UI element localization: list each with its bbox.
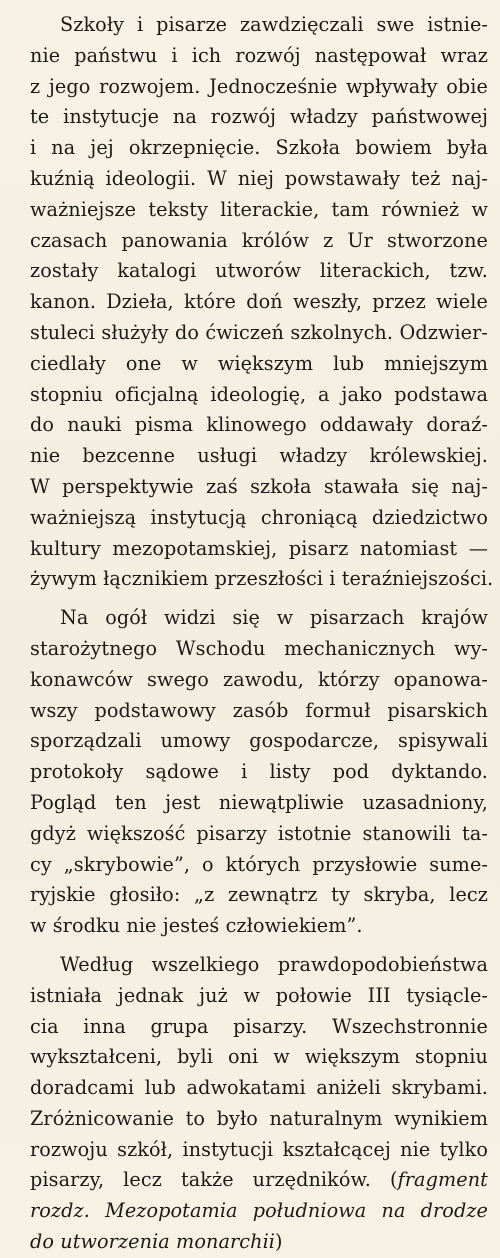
text-line: ważniejsze teksty literackie, tam również w <box>30 197 488 221</box>
text-line: z jego rozwojem. Jednocześnie wpływały obie <box>30 74 488 98</box>
text-line <box>30 1196 488 1227</box>
text-line: kultury mezopotamskiej, pisarz natomiast — <box>30 536 488 560</box>
text-line: nie bezcenne usługi władzy królewskiej. <box>30 444 488 468</box>
text-line <box>30 1165 488 1196</box>
text-line: doradcami lub adwokatami aniżeli skrybami. <box>30 1076 488 1100</box>
paragraph-3 <box>30 950 488 1258</box>
text-line: Zróżnicowanie to było naturalnym wynikiem <box>30 1106 488 1130</box>
text-line: konawców swego zawodu, którzy opanowa- <box>30 667 488 691</box>
text-line-segment: pisarzy, lecz także urzędników. ( <box>30 1168 398 1192</box>
text-line: kanon. Dzieła, które doń weszły, przez wiele <box>30 290 488 314</box>
paragraph-gap <box>30 595 488 603</box>
text-line <box>30 1227 488 1258</box>
source-caption: rozdz. Mezopotamia południowa na drodze <box>30 1199 488 1223</box>
text-line: stuleci służyły do ćwiczeń szkolnych. Odzwier- <box>30 320 488 344</box>
text-line: i na jej okrzepnięcie. Szkoła bowiem była <box>30 136 488 160</box>
source-caption: do utworzenia monarchii <box>30 1230 276 1254</box>
text-line: Według wszelkiego prawdopodobieństwa <box>60 952 488 976</box>
text-line: kuźnią ideologii. W niej powstawały też naj- <box>30 166 488 190</box>
text-line: Pogląd ten jest niewątpliwie uzasadniony, <box>30 790 488 814</box>
text-line: żywym łącznikiem przeszłości i teraźniejszości. <box>30 567 494 591</box>
text-line: cy „skrybowie”, o których przysłowie sume- <box>30 852 488 876</box>
text-line: Na ogół widzi się w pisarzach krajów <box>60 606 488 630</box>
source-caption: fragment <box>397 1168 488 1192</box>
paragraph-1 <box>30 10 494 595</box>
text-line: starożytnego Wschodu mechanicznych wy- <box>30 636 488 660</box>
text-line: wykształceni, byli oni w większym stopniu <box>30 1045 488 1069</box>
text-line: sporządzali umowy gospodarcze, spisywali <box>30 729 488 753</box>
text-line: do nauki pisma klinowego oddawały doraź- <box>30 413 488 437</box>
text-line: nie państwu i ich rozwój następował wraz <box>30 43 488 67</box>
text-line: wszy podstawowy zasób formuł pisarskich <box>30 698 488 722</box>
text-line: stopniu oficjalną ideologię, a jako podstawa <box>30 382 488 406</box>
text-line: czasach panowania królów z Ur stworzone <box>30 228 488 252</box>
text-line: ważniejszą instytucją chroniącą dziedzictwo <box>30 505 488 529</box>
paragraph-2 <box>30 603 488 942</box>
text-line: rozwoju szkół, instytucji kształcącej nie tylko <box>30 1137 488 1161</box>
closing-parenthesis: ) <box>275 1230 283 1254</box>
text-line: zostały katalogi utworów literackich, tzw. <box>30 259 488 283</box>
text-line: ryjskie głosiło: „z zewnątrz ty skryba, lecz <box>30 883 488 907</box>
text-line: cia inna grupa pisarzy. Wszechstronnie <box>30 1014 488 1038</box>
paragraph-gap <box>30 942 488 950</box>
text-line: W perspektywie zaś szkoła stawała się naj- <box>30 474 488 498</box>
text-line: ciedlały one w większym lub mniejszym <box>30 351 488 375</box>
text-line: protokoły sądowe i listy pod dyktando. <box>30 760 488 784</box>
text-line: istniała jednak już w połowie III tysiącle- <box>30 983 488 1007</box>
text-line: gdyż większość pisarzy istotnie stanowili ta- <box>30 821 488 845</box>
text-line: w środku nie jesteś człowiekiem”. <box>30 914 363 938</box>
text-line: te instytucje na rozwój władzy państwowej <box>30 105 488 129</box>
text-line: Szkoły i pisarze zawdzięczali swe istnie- <box>60 13 488 36</box>
